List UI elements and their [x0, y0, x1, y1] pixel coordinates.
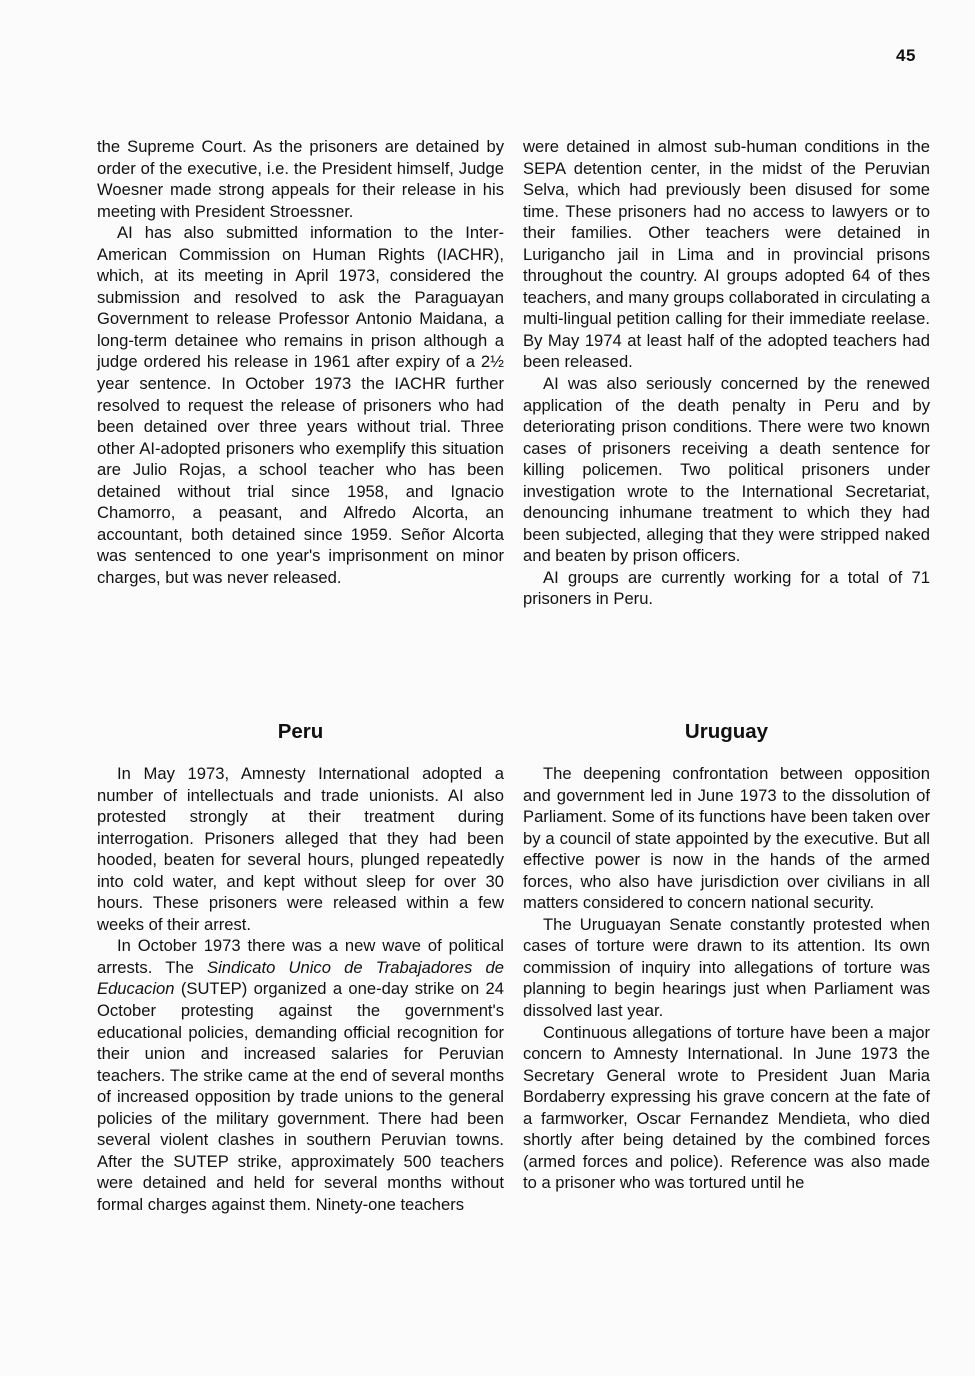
- text-run: (SUTEP) organized a one-day strike on 24 October protesting against the government's educational policies, demanding official recognition for their union and increased salaries for Peruvian teachers. The strike came at the end of several months of increased opposition by trade unions to the general policies of the military government. There had been several violent clashes in southern Peruvian towns. After the SUTEP strike, approximately 500 teachers were detained and held for several months without formal charges against them. Ninety-one teachers: [97, 979, 504, 1214]
- section-heading-uruguay: Uruguay: [684, 720, 769, 743]
- paragraph: In May 1973, Amnesty International adopted a number of intellectuals and trade unionists. AI also protested strongly at their treatment during interrogation. Prisoners alleged that they had been hooded, beaten for several hours, plunged repeatedly into cold water, and kept without sleep for over 30 hours. These prisoners were released within a few weeks of their arrest.: [97, 764, 504, 934]
- paragraph: [97, 935, 504, 1215]
- paragraph: AI has also submitted information to the Inter-American Commission on Human Rights (IACHR), which, at its meeting in April 1973, considered the submission and resolved to ask the Paraguayan Government to release Professor Antonio Maidana, a long-term detainee who remains in prison although a judge ordered his release in 1961 after expiry of a 2½ year sentence. In October 1973 the IACHR further resolved to request the release of prisoners who had been detained over three years without trial. Three other AI-adopted prisoners who exemplify this situation are Julio Rojas, a school teacher who has been detained without trial since 1958, and Ignacio Chamorro, a peasant, and Alfredo Alcorta, an accountant, both detained since 1959. Señor Alcorta was sentenced to one year's imprisonment on minor charges, but was never released.: [97, 223, 504, 587]
- paragraph: the Supreme Court. As the prisoners are detained by order of the executive, i.e. the President himself, Judge Woesner made strong appeals for their release in his meeting with President Stroessner.: [97, 137, 504, 221]
- section-peru: [97, 720, 504, 1215]
- section-uruguay: [523, 720, 930, 1194]
- left-column-continuation: [97, 136, 504, 588]
- paragraph: AI was also seriously concerned by the renewed application of the death penalty in Peru and by deteriorating prison conditions. There were two known cases of prisoners receiving a death sentence for killing policemen. Two political prisoners under investigation wrote to the International Secretariat, denouncing inhumane treatment to which they had been subjected, alleging that they were stripped naked and beaten by prison officers.: [523, 374, 930, 566]
- paragraph: were detained in almost sub-human conditions in the SEPA detention center, in the midst of the Peruvian Selva, which had previously been disused for some time. These prisoners had no access to lawyers or to their families. Other teachers were detained in Lurigancho jail in Lima and in provincial prisons throughout the country. AI groups adopted 64 of thes teachers, and many groups collaborated in circulating a multi-lingual petition calling for their immediate reelase. By May 1974 at least half of the adopted teachers had been released.: [523, 137, 930, 372]
- paragraph: Continuous allegations of torture have been a major concern to Amnesty International. In June 1973 the Secretary General wrote to President Juan Maria Bordaberry expressing his grave concern at the fate of a farmworker, Oscar Fernandez Mendieta, who died shortly after being detained by the combined forces (armed forces and police). Reference was also made to a prisoner who was tortured until he: [523, 1022, 930, 1193]
- page-number: 45: [896, 46, 916, 65]
- right-column-continuation: [523, 136, 930, 610]
- paragraph: The Uruguayan Senate constantly protested when cases of torture were drawn to its attention. Its own commission of inquiry into allegations of torture was planning to begin hearings just when Parliament was dissolved last year.: [523, 914, 930, 1021]
- paragraph: AI groups are currently working for a total of 71 prisoners in Peru.: [523, 567, 930, 609]
- paragraph: The deepening confrontation between opposition and government led in June 1973 to the dissolution of Parliament. Some of its functions have been taken over by a council of state appointed by the executive. But all effective power is now in the hands of the armed forces, who also have jurisdiction over civilians in all matters considered to concern national security.: [523, 764, 930, 913]
- section-heading-peru: Peru: [277, 720, 324, 743]
- union-name-italic: Sindicato Unico de Trabajadores de Educacion: [97, 957, 504, 999]
- text-run: In October 1973 there was a new wave of political arrests. The: [97, 936, 504, 977]
